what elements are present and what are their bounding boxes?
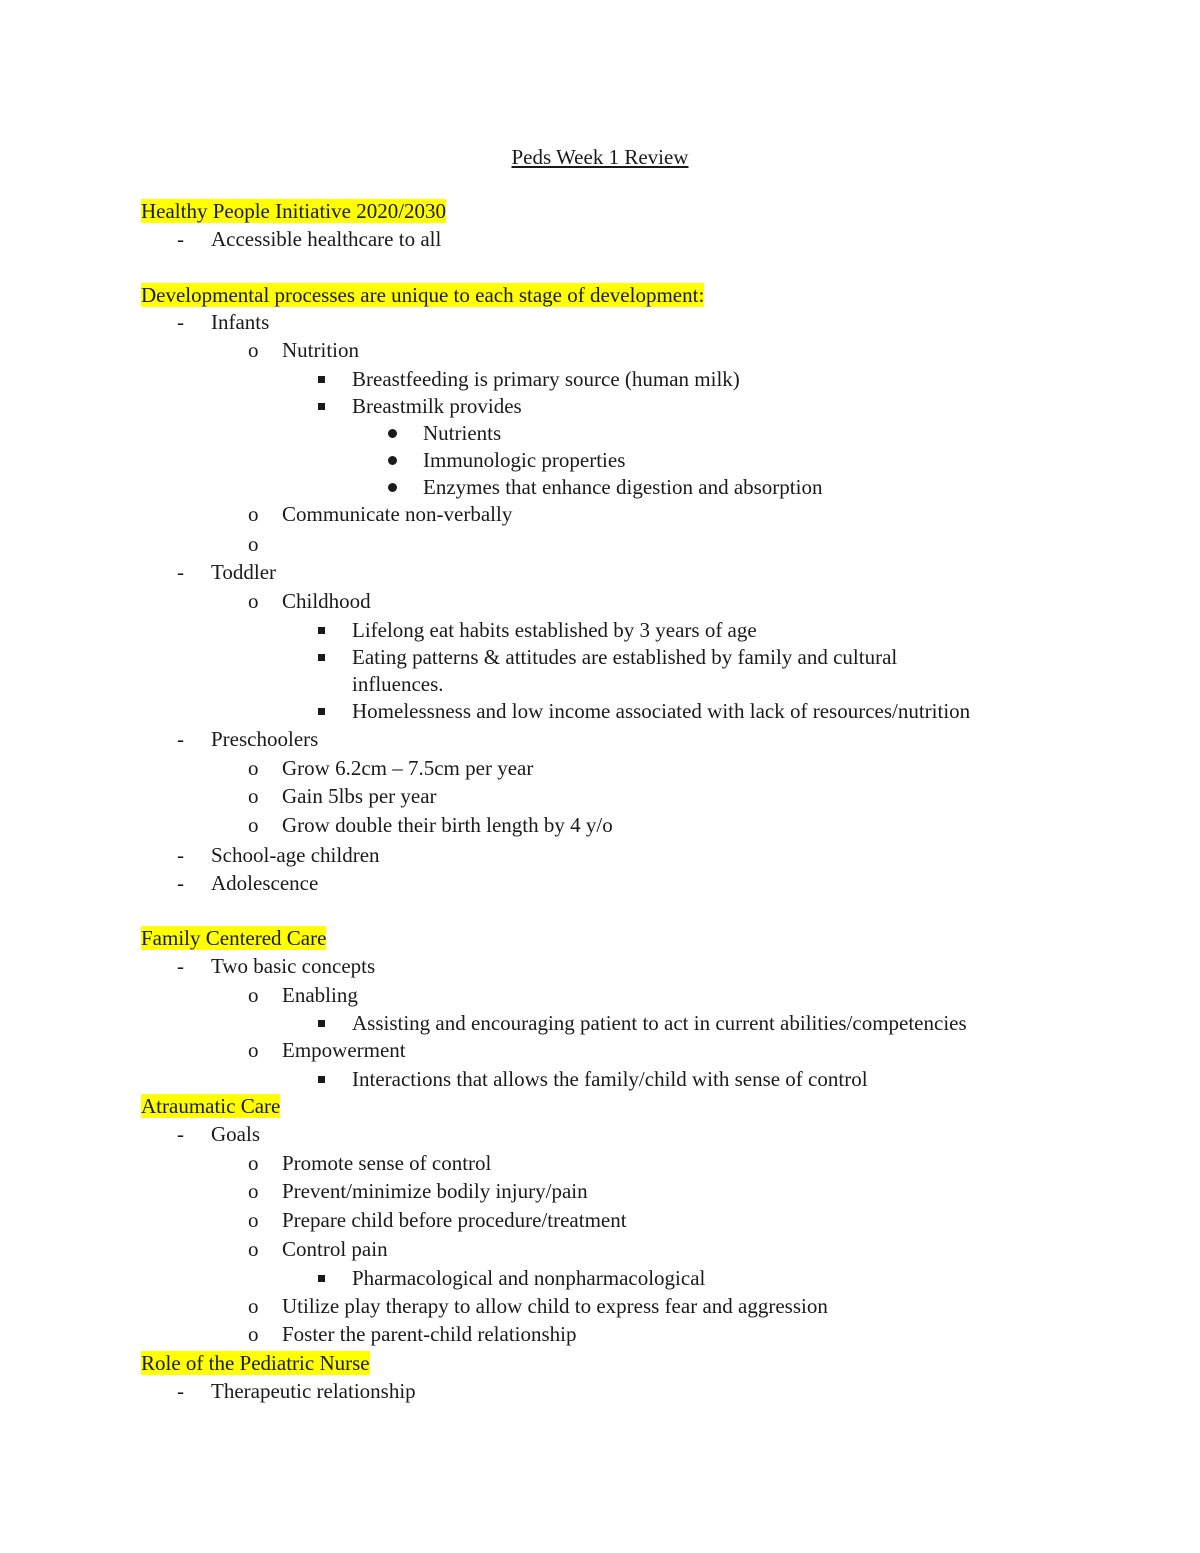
square-bullet-icon (318, 1264, 325, 1292)
list-item: Enzymes that enhance digestion and absorption (423, 475, 823, 499)
list-item: Grow double their birth length by 4 y/o (282, 813, 613, 837)
list-item: Homelessness and low income associated with lack of resources/nutrition (352, 699, 971, 723)
highlighted-heading: Role of the Pediatric Nurse (141, 1351, 370, 1375)
list-item: Goals (211, 1122, 260, 1146)
circle-marker: o (248, 983, 259, 1007)
circle-marker: o (248, 1237, 259, 1261)
round-bullet-icon (388, 419, 397, 447)
dash-marker: - (177, 1379, 184, 1403)
list-item-continuation: influences. (352, 672, 444, 696)
list-item: Prevent/minimize bodily injury/pain (282, 1179, 588, 1203)
circle-marker: o (248, 589, 259, 613)
dash-marker: - (177, 954, 184, 978)
square-bullet-icon (318, 1065, 325, 1093)
circle-marker: o (248, 1208, 259, 1232)
list-item: Grow 6.2cm – 7.5cm per year (282, 756, 534, 780)
circle-marker: o (248, 532, 259, 556)
circle-marker: o (248, 784, 259, 808)
round-bullet-icon (388, 446, 397, 474)
circle-marker: o (248, 1038, 259, 1062)
circle-marker: o (248, 502, 259, 526)
highlighted-heading: Atraumatic Care (141, 1094, 281, 1118)
circle-marker: o (248, 813, 259, 837)
list-item: Therapeutic relationship (211, 1379, 416, 1403)
list-item-school-age: School-age children (211, 843, 380, 867)
list-item: Gain 5lbs per year (282, 784, 437, 808)
list-item-adolescence: Adolescence (211, 871, 319, 895)
square-bullet-icon (318, 643, 325, 671)
list-item: Nutrition (282, 338, 359, 362)
circle-marker: o (248, 1322, 259, 1346)
dash-marker: - (177, 560, 184, 584)
dash-marker: - (177, 871, 184, 895)
list-item: Lifelong eat habits established by 3 years of age (352, 618, 757, 642)
highlighted-heading: Healthy People Initiative 2020/2030 (141, 199, 447, 223)
section-heading-healthy-people (141, 197, 446, 225)
square-bullet-icon (318, 392, 325, 420)
section-heading-developmental (141, 281, 704, 309)
list-item: Empowerment (282, 1038, 406, 1062)
highlighted-heading: Family Centered Care (141, 926, 327, 950)
highlighted-heading: Developmental processes are unique to each stage of development: (141, 283, 705, 307)
circle-marker: o (248, 338, 259, 362)
list-item: Control pain (282, 1237, 388, 1261)
list-item: Two basic concepts (211, 954, 376, 978)
circle-marker: o (248, 756, 259, 780)
dash-marker: - (177, 310, 184, 334)
circle-marker: o (248, 1294, 259, 1318)
list-item: Interactions that allows the family/child with sense of control (352, 1067, 868, 1091)
list-item-preschoolers: Preschoolers (211, 727, 319, 751)
list-item: Nutrients (423, 421, 502, 445)
dash-marker: - (177, 843, 184, 867)
section-heading-family-centered-care (141, 924, 326, 952)
section-heading-role-pediatric-nurse (141, 1349, 370, 1377)
list-item: Communicate non-verbally (282, 502, 513, 526)
list-item: Prepare child before procedure/treatment (282, 1208, 627, 1232)
list-item: Breastfeeding is primary source (human milk) (352, 367, 740, 391)
dash-marker: - (177, 227, 184, 251)
list-item: Eating patterns & attitudes are established by family and cultural (352, 645, 898, 669)
dash-marker: - (177, 1122, 184, 1146)
round-bullet-icon (388, 473, 397, 501)
list-item-toddler: Toddler (211, 560, 277, 584)
document-title: Peds Week 1 Review (511, 145, 689, 169)
list-item: Utilize play therapy to allow child to express fear and aggression (282, 1294, 828, 1318)
list-item: Assisting and encouraging patient to act in current abilities/competencies (352, 1011, 967, 1035)
list-item-infants: Infants (211, 310, 270, 334)
list-item: Breastmilk provides (352, 394, 522, 418)
list-item: Promote sense of control (282, 1151, 492, 1175)
list-item: Pharmacological and nonpharmacological (352, 1266, 706, 1290)
section-heading-atraumatic-care (141, 1092, 280, 1120)
list-item: Accessible healthcare to all (211, 227, 442, 251)
square-bullet-icon (318, 365, 325, 393)
list-item: Immunologic properties (423, 448, 626, 472)
circle-marker: o (248, 1151, 259, 1175)
list-item: Foster the parent-child relationship (282, 1322, 577, 1346)
square-bullet-icon (318, 1009, 325, 1037)
list-item: Childhood (282, 589, 371, 613)
dash-marker: - (177, 727, 184, 751)
circle-marker: o (248, 1179, 259, 1203)
list-item: Enabling (282, 983, 358, 1007)
square-bullet-icon (318, 697, 325, 725)
square-bullet-icon (318, 616, 325, 644)
